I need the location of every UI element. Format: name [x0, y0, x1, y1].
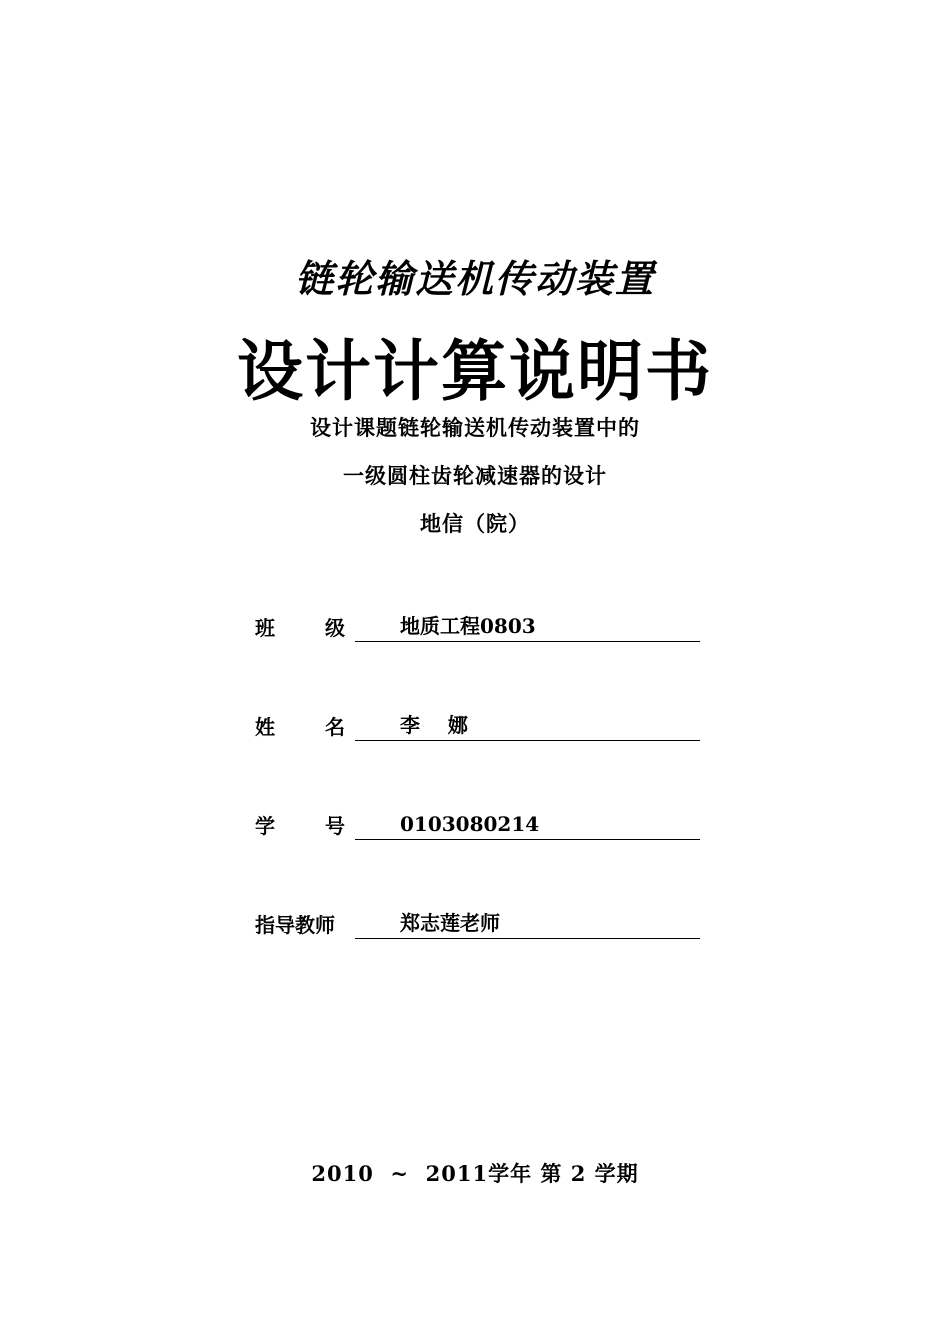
- name-underline: [355, 710, 700, 741]
- document-title: 链轮输送机传动装置: [294, 256, 655, 301]
- name-value: 李 娜: [400, 713, 468, 737]
- advisor-underline: [355, 908, 700, 939]
- student-id-label-char-1: 学: [255, 814, 275, 838]
- class-label-char-1: 班: [255, 616, 275, 640]
- department: 地信（院）: [420, 511, 530, 536]
- class-value: 地质工程0803: [400, 614, 536, 638]
- class-label: [255, 614, 345, 642]
- student-id-field: [255, 806, 705, 840]
- advisor-label: 指导教师: [255, 913, 335, 937]
- student-id-label: [255, 812, 345, 840]
- advisor-field: [255, 905, 705, 939]
- topic-line-2: 一级圆柱齿轮减速器的设计: [343, 463, 607, 488]
- semester-footer: 2010 ~ 2011学年 第 2 学期: [311, 1161, 639, 1186]
- class-label-char-2: 级: [325, 616, 345, 640]
- name-label: [255, 713, 345, 741]
- student-id-value: 0103080214: [400, 812, 540, 836]
- topic-line-1: 设计课题链轮输送机传动装置中的: [310, 415, 640, 440]
- name-label-char-1: 姓: [255, 715, 275, 739]
- class-underline: [355, 611, 700, 642]
- document-subtitle: 设计计算说明书: [237, 333, 713, 410]
- class-field: [255, 608, 705, 642]
- name-label-char-2: 名: [325, 715, 345, 739]
- advisor-value: 郑志莲老师: [400, 911, 500, 935]
- student-id-label-char-2: 号: [325, 814, 345, 838]
- student-id-underline: [355, 809, 700, 840]
- name-field: [255, 707, 705, 741]
